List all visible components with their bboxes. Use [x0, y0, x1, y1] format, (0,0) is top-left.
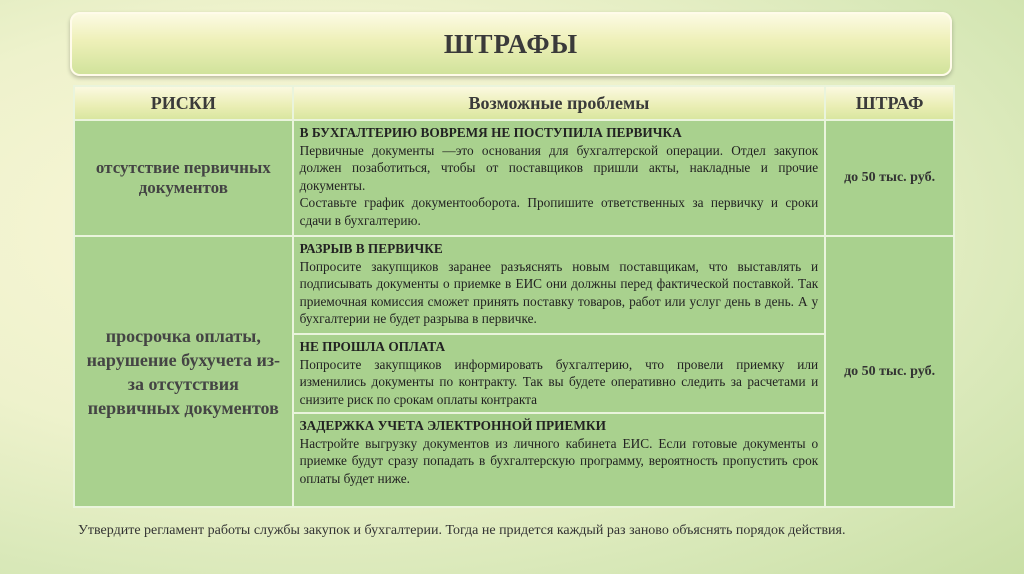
table-row: [74, 236, 954, 334]
problem-cell: [293, 120, 826, 236]
problem-cell: [293, 413, 826, 507]
fine-cell: до 50 тыс. руб.: [825, 236, 954, 507]
problem-text: Попросите закупщиков заранее разъяснять новым поставщикам, что выставлять и подписывать документы о приемке в ЕИС они должны перед фактической поставкой. Так приемочная комиссия сможет принять поставку товаров, работ или услуг день в день. А у бухгалтерии не будет разрыва в первичке.: [299, 258, 819, 326]
header-fine: ШТРАФ: [825, 86, 954, 120]
risk-cell: просрочка оплаты, нарушение бухучета из-за отсутствия первичных документов: [74, 236, 293, 507]
problem-heading: ЗАДЕРЖКА УЧЕТА ЭЛЕКТРОННОЙ ПРИЕМКИ: [299, 418, 606, 433]
risk-cell: отсутствие первичных документов: [74, 120, 293, 236]
slide-title: ШТРАФЫ: [443, 28, 579, 59]
fine-cell: до 50 тыс. руб.: [825, 120, 954, 236]
problem-cell: [293, 334, 826, 413]
problem-heading: НЕ ПРОШЛА ОПЛАТА: [299, 339, 446, 354]
problem-cell: [293, 236, 826, 334]
header-problems: Возможные проблемы: [293, 86, 826, 120]
problem-text: Первичные документы —это основания для бухгалтерской операции. Отдел закупок должен позаботиться, чтобы от поставщиков пришли акты, накладные и прочие документы.: [299, 142, 819, 193]
problem-heading: РАЗРЫВ В ПЕРВИЧКЕ: [299, 241, 443, 256]
footer-note: Утвердите регламент работы службы закупок и бухгалтерии. Тогда не придется каждый раз заново объяснять порядок действия.: [78, 523, 846, 538]
fines-table: [73, 85, 955, 508]
table-header-row: [74, 86, 954, 120]
problem-text: Настройте выгрузку документов из личного кабинета ЕИС. Если готовые документы о приемке будут сразу попадать в бухгалтерскую программу, вероятность пропустить срок оплаты будет ниже.: [299, 435, 819, 486]
problem-text: Попросите закупщиков информировать бухгалтерию, что провели приемку или изменились документы по контракту. Так вы будете оперативно следить за расчетами и снизите риск по срокам оплаты контракта: [299, 356, 819, 407]
header-risks: РИСКИ: [74, 86, 293, 120]
table-row: [74, 120, 954, 236]
problem-text: Составьте график документооборота. Пропишите ответственных за первичку и сроки сдачи в бухгалтерию.: [299, 195, 819, 228]
slide-title-banner: [70, 12, 952, 76]
problem-heading: В БУХГАЛТЕРИЮ ВОВРЕМЯ НЕ ПОСТУПИЛА ПЕРВИЧКА: [299, 125, 682, 140]
